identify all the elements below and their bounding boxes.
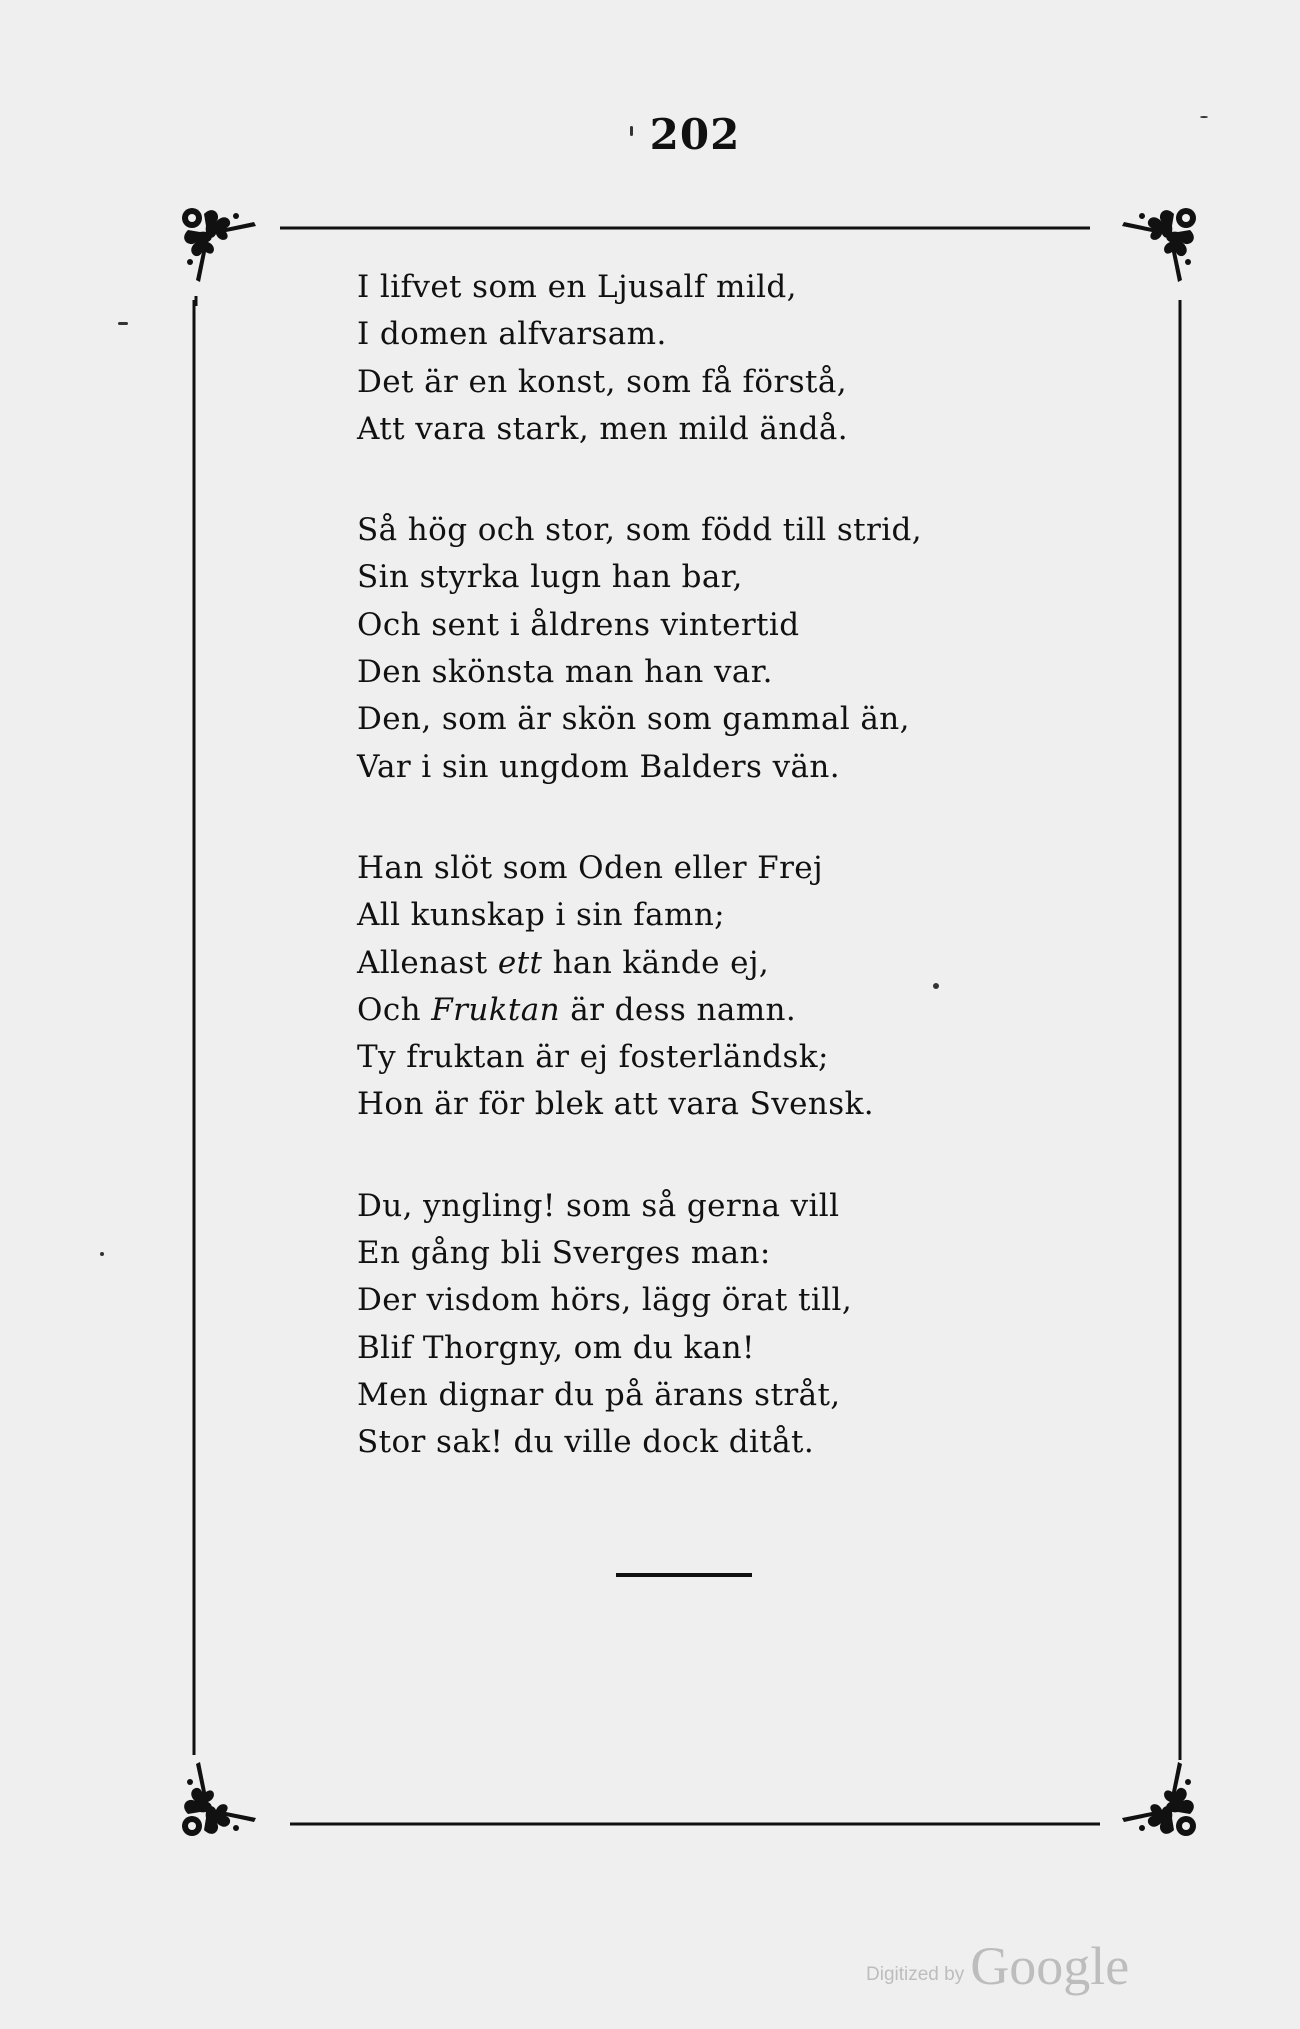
line-text: Den, som är skön som gammal än, — [357, 701, 910, 738]
italic-word: ett — [497, 944, 543, 981]
line-text: Blif Thorgny, om du kan! — [357, 1329, 755, 1366]
line-text: Var i sin ungdom Balders vän. — [357, 748, 841, 785]
ink-speck — [630, 126, 633, 136]
end-rule — [616, 1573, 752, 1577]
line-text: han kände ej, — [542, 944, 770, 981]
watermark-prefix: Digitized by — [866, 1964, 965, 1985]
line-text: Sin styrka lugn han bar, — [357, 559, 743, 596]
poem-line — [357, 359, 1097, 406]
floral-corner-icon-bottom-right — [1122, 1762, 1196, 1836]
poem-line — [357, 554, 1097, 601]
watermark-brand: Google — [970, 1936, 1130, 1996]
poem-line — [357, 892, 1097, 939]
line-text: All kunskap i sin famn; — [357, 897, 726, 934]
ink-speck — [1200, 116, 1208, 118]
line-text: Ty fruktan är ej fosterländsk; — [357, 1039, 829, 1076]
line-text: Så hög och stor, som född till strid, — [357, 512, 923, 549]
line-text: I lifvet som en Ljusalf mild, — [357, 269, 797, 305]
poem-line — [357, 1419, 1097, 1466]
line-text: Allenast — [357, 944, 498, 981]
stanza — [357, 507, 1097, 791]
poem-text — [357, 264, 1097, 1521]
stanza — [357, 264, 1097, 453]
line-text: Han slöt som Oden eller Frej — [357, 849, 824, 886]
poem-line — [357, 845, 1097, 892]
ink-speck — [118, 322, 128, 325]
line-text: Du, yngling! som så gerna vill — [357, 1187, 840, 1224]
poem-line — [357, 507, 1097, 554]
poem-line — [357, 987, 1097, 1034]
poem-line — [357, 696, 1097, 743]
poem-line — [357, 940, 1097, 987]
poem-line — [357, 311, 1097, 358]
poem-line — [357, 1034, 1097, 1081]
poem-line — [357, 602, 1097, 649]
line-text: I domen alfvarsam. — [357, 316, 667, 353]
line-text: En gång bli Sverges man: — [357, 1235, 771, 1272]
line-text: Den skönsta man han var. — [357, 654, 773, 691]
stanza — [357, 845, 1097, 1129]
line-text: är dess namn. — [560, 991, 797, 1028]
line-text: Det är en konst, som få förstå, — [357, 363, 848, 400]
poem-line — [357, 1325, 1097, 1372]
line-text: Och — [357, 991, 432, 1028]
poem-line — [357, 406, 1097, 453]
line-text: Der visdom hörs, lägg örat till, — [357, 1282, 853, 1319]
floral-corner-icon-top-right — [1122, 208, 1196, 282]
floral-corner-icon-top-left — [182, 208, 256, 282]
line-text: Att vara stark, men mild ändå. — [357, 410, 849, 447]
line-text: Men dignar du på ärans stråt, — [357, 1376, 841, 1413]
italic-word: Fruktan — [431, 991, 560, 1028]
stanza — [357, 1183, 1097, 1467]
page-number: 202 — [649, 110, 741, 159]
floral-corner-icon-bottom-left — [182, 1762, 256, 1836]
poem-line — [357, 744, 1097, 791]
line-text: Stor sak! du ville dock ditåt. — [357, 1424, 815, 1461]
poem-line — [357, 1277, 1097, 1324]
poem-line — [357, 264, 1097, 311]
poem-line — [357, 649, 1097, 696]
line-text: Hon är för blek att vara Svensk. — [357, 1086, 875, 1123]
poem-line — [357, 1183, 1097, 1230]
ink-speck — [933, 983, 939, 989]
poem-line — [357, 1372, 1097, 1419]
line-text: Och sent i åldrens vintertid — [357, 606, 800, 643]
poem-line — [357, 1081, 1097, 1128]
watermark — [866, 1935, 1129, 1997]
ink-speck — [100, 1252, 104, 1256]
poem-line — [357, 1230, 1097, 1277]
